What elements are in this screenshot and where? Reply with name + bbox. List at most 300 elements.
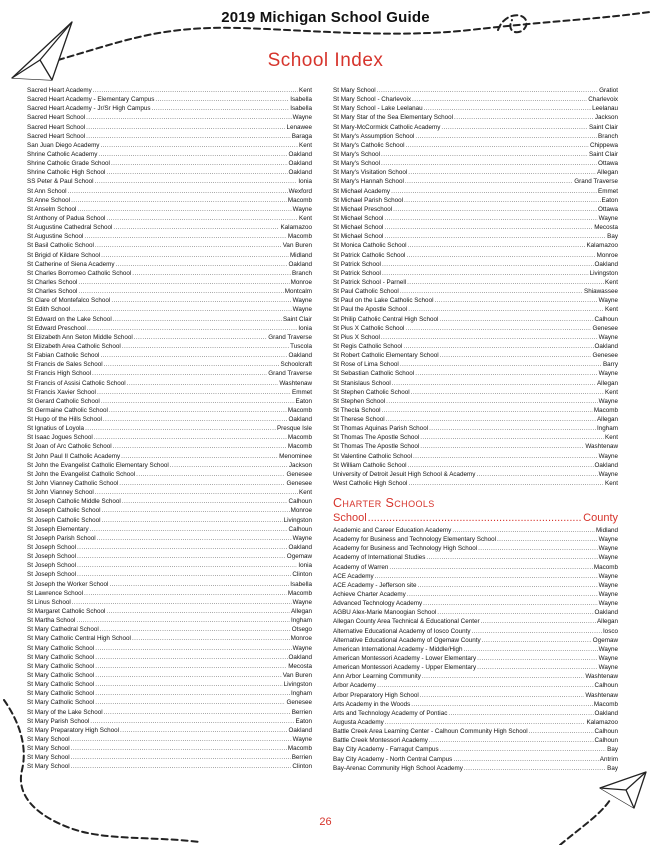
county-name: Kalamazoo: [586, 242, 618, 250]
school-name: Sacred Heart School: [27, 114, 86, 122]
school-name: St William Catholic School: [333, 461, 407, 469]
leader-dots: [86, 132, 291, 141]
school-name: St Joan of Arc Catholic School: [27, 443, 112, 451]
leader-dots: [95, 644, 291, 653]
county-name: Branch: [292, 269, 312, 277]
list-item: [27, 506, 312, 515]
school-name: St Mary Cathedral School: [27, 626, 99, 634]
county-name: Oakland: [594, 260, 618, 268]
county-name: Macomb: [287, 406, 312, 414]
list-item: [27, 708, 312, 717]
county-name: Clinton: [292, 763, 312, 771]
school-name: St John Paul II Catholic Academy: [27, 452, 121, 460]
list-item: [27, 415, 312, 424]
county-name: Monroe: [290, 507, 312, 515]
school-name: St Joseph School: [27, 553, 77, 561]
county-name: Macomb: [287, 589, 312, 597]
school-name: University of Detroit Jesuit High School & Academy: [333, 470, 476, 478]
list-item: [333, 535, 618, 544]
leader-dots: [384, 214, 597, 223]
leader-dots: [111, 296, 291, 305]
county-name: Washtenaw: [585, 673, 618, 681]
county-name: Genesee: [286, 699, 312, 707]
school-name: St Michael School: [333, 224, 384, 232]
leader-dots: [477, 663, 597, 672]
leader-dots: [116, 260, 288, 269]
school-name: Academy for Business and Technology High School: [333, 545, 478, 553]
school-name: St Charles School: [27, 278, 78, 286]
county-name: Monroe: [596, 251, 618, 259]
county-name: Barry: [602, 361, 618, 369]
county-name: Berrien: [291, 754, 312, 762]
list-item: [27, 497, 312, 506]
leader-dots: [472, 627, 602, 636]
county-name: Wayne: [598, 572, 618, 580]
county-name: Macomb: [287, 745, 312, 753]
school-name: Arbor Preparatory High School: [333, 691, 419, 699]
county-name: Ogemaw: [592, 636, 618, 644]
school-list-right: [333, 86, 618, 488]
leader-dots: [113, 315, 282, 324]
leader-dots: [408, 241, 586, 250]
list-item: [27, 570, 312, 579]
leader-dots: [100, 625, 291, 634]
list-item: [333, 581, 618, 590]
school-name: St Paul the Apostle School: [333, 306, 408, 314]
leader-dots: [412, 95, 587, 104]
county-name: Isabella: [290, 96, 312, 104]
county-name: Kent: [299, 214, 312, 222]
county-name: Wayne: [598, 581, 618, 589]
leader-dots: [377, 681, 593, 690]
school-name: St Thomas The Apostle School: [333, 434, 420, 442]
school-name: St Mary's Visitation School: [333, 169, 408, 177]
list-item: [333, 526, 618, 535]
leader-dots: [426, 553, 597, 562]
county-name: Wayne: [598, 664, 618, 672]
leader-dots: [384, 223, 593, 232]
county-name: Chippewa: [589, 141, 618, 149]
county-name: Ogemaw: [286, 553, 312, 561]
list-item: [27, 424, 312, 433]
list-item: [333, 608, 618, 617]
school-name: St Paul on the Lake Catholic School: [333, 297, 434, 305]
list-item: [333, 397, 618, 406]
school-name: St Michael School: [333, 233, 384, 241]
list-item: [27, 580, 312, 589]
county-name: Ionia: [298, 562, 312, 570]
list-item: [27, 388, 312, 397]
county-name: Saint Clair: [282, 315, 312, 323]
list-item: [333, 709, 618, 718]
leader-dots: [437, 608, 593, 617]
county-name: Genesee: [592, 324, 618, 332]
leader-dots: [71, 305, 292, 314]
county-name: Allegan: [596, 379, 618, 387]
county-name: Van Buren: [282, 242, 312, 250]
list-item: [333, 755, 618, 764]
school-name: SS Peter & Paul School: [27, 178, 94, 186]
leader-dots: [84, 589, 287, 598]
school-list-left: [27, 86, 312, 772]
school-name: St Joseph School: [27, 571, 77, 579]
school-name: St Mary School - Charlevoix: [333, 96, 412, 104]
leader-dots: [393, 205, 597, 214]
school-name: St Francis de Sales School: [27, 361, 103, 369]
list-item: [333, 177, 618, 186]
school-name: Sacred Heart Academy: [27, 87, 92, 94]
list-item: [27, 479, 312, 488]
leader-dots: [420, 442, 584, 451]
list-item: [333, 663, 618, 672]
list-item: [27, 552, 312, 561]
list-item: [27, 561, 312, 570]
list-item: [27, 762, 312, 771]
leader-dots: [102, 506, 290, 515]
list-item: [333, 745, 618, 754]
county-name: Wayne: [598, 333, 618, 341]
county-name: Oakland: [288, 260, 312, 268]
leader-dots: [84, 232, 286, 241]
leader-dots: [375, 572, 598, 581]
leader-dots: [97, 534, 292, 543]
school-name: St Martha School: [27, 617, 76, 625]
county-name: Genesee: [286, 470, 312, 478]
county-name: Jackson: [594, 114, 618, 122]
leader-dots: [407, 590, 598, 599]
leader-dots: [113, 223, 279, 232]
leader-dots: [95, 671, 282, 680]
leader-dots: [101, 251, 289, 260]
leader-dots: [482, 636, 592, 645]
leader-dots: [381, 150, 588, 159]
list-item: [27, 168, 312, 177]
list-item: [333, 360, 618, 369]
list-item: [333, 205, 618, 214]
leader-dots: [155, 95, 289, 104]
school-name: St Michael Parish School: [333, 196, 403, 204]
county-name: Washtenaw: [279, 379, 312, 387]
list-item: [27, 187, 312, 196]
list-item: [333, 636, 618, 645]
list-item: [333, 764, 618, 773]
school-name: St Mary School: [27, 745, 70, 753]
leader-dots: [408, 461, 594, 470]
list-item: [27, 634, 312, 643]
school-name: St Patrick School: [333, 269, 381, 277]
school-name: St Thomas The Apostle School: [333, 443, 420, 451]
school-name: AGBU Alex-Marie Manoogian School: [333, 609, 437, 617]
leader-dots: [100, 351, 287, 360]
list-item: [333, 141, 618, 150]
county-name: Ingham: [290, 690, 312, 698]
leader-dots: [448, 709, 593, 718]
leader-dots: [415, 132, 597, 141]
school-name: St Elizabeth Ann Seton Middle School: [27, 333, 133, 341]
leader-dots: [77, 552, 286, 561]
school-name: Achieve Charter Academy: [333, 590, 406, 598]
county-name: Wayne: [598, 214, 618, 222]
county-name: Oakland: [288, 352, 312, 360]
school-name: St Mary Catholic School: [27, 699, 95, 707]
list-item: [27, 461, 312, 470]
charter-column-header: [333, 512, 618, 524]
county-name: Eaton: [601, 196, 618, 204]
county-name: Berrien: [291, 708, 312, 716]
leader-dots: [95, 680, 282, 689]
list-item: [333, 168, 618, 177]
list-item: [27, 442, 312, 451]
school-name: St Mary of the Lake School: [27, 708, 103, 716]
county-name: Oakland: [288, 653, 312, 661]
county-name: Montcalm: [284, 288, 312, 296]
leader-dots: [122, 497, 288, 506]
list-item: [333, 470, 618, 479]
leader-dots: [170, 461, 288, 470]
list-item: [27, 342, 312, 351]
school-name: St Mary School: [27, 754, 70, 762]
list-item: [333, 406, 618, 415]
list-item: [333, 442, 618, 451]
county-name: Allegan: [596, 169, 618, 177]
school-name: Bay City Academy - North Central Campus: [333, 755, 453, 763]
leader-dots: [103, 415, 288, 424]
leader-dots: [95, 662, 287, 671]
leader-dots: [100, 141, 298, 150]
list-item: [27, 150, 312, 159]
school-name: St Robert Catholic Elementary School: [333, 352, 439, 360]
leader-dots: [386, 415, 596, 424]
list-item: [333, 379, 618, 388]
list-item: [333, 287, 618, 296]
county-name: Grand Traverse: [268, 333, 312, 341]
county-name: Mecosta: [594, 224, 618, 232]
leader-dots: [94, 433, 287, 442]
list-item: [27, 223, 312, 232]
leader-dots: [95, 653, 287, 662]
school-name: St Ann School: [27, 187, 67, 195]
school-name: Alternative Educational Academy of Ogemaw County: [333, 636, 481, 644]
leader-dots: [481, 617, 596, 626]
list-item: [333, 617, 618, 626]
county-column-label: County: [583, 512, 618, 524]
leader-dots: [439, 315, 593, 324]
leader-dots: [384, 232, 606, 241]
list-item: [27, 598, 312, 607]
list-item: [27, 360, 312, 369]
list-item: [333, 150, 618, 159]
leader-dots: [368, 512, 583, 524]
school-name: St Mary School: [27, 763, 70, 771]
list-item: [333, 315, 618, 324]
leader-dots: [104, 360, 280, 369]
county-name: Gratiot: [599, 87, 618, 94]
leader-dots: [95, 698, 285, 707]
school-name: St Francis Xavier School: [27, 388, 96, 396]
list-item: [333, 388, 618, 397]
school-name: St Mary Catholic School: [27, 644, 95, 652]
school-name: St Fabian Catholic School: [27, 352, 100, 360]
list-item: [27, 251, 312, 260]
school-name: Arbor Academy: [333, 682, 377, 690]
school-name: St Mary Parish School: [27, 717, 90, 725]
school-name: St Mary's Hannah School: [333, 178, 404, 186]
county-name: Bay: [607, 746, 618, 754]
list-item: [27, 333, 312, 342]
school-name: St Regis Catholic School: [333, 342, 403, 350]
county-name: Oakland: [288, 416, 312, 424]
school-name: St Germaine Catholic School: [27, 406, 108, 414]
county-name: Calhoun: [594, 737, 618, 745]
leader-dots: [95, 689, 290, 698]
list-item: [333, 681, 618, 690]
list-item: [333, 461, 618, 470]
leader-dots: [72, 598, 292, 607]
county-name: Wayne: [598, 470, 618, 478]
school-name: Shrine Catholic Grade School: [27, 160, 110, 168]
leader-dots: [464, 764, 606, 773]
list-item: [333, 251, 618, 260]
leader-dots: [420, 691, 585, 700]
leader-dots: [106, 214, 298, 223]
leader-dots: [95, 177, 298, 186]
leader-dots: [478, 544, 598, 553]
leader-dots: [382, 260, 594, 269]
school-name: St Michael School: [333, 214, 384, 222]
leader-dots: [452, 526, 595, 535]
county-name: Calhoun: [594, 682, 618, 690]
list-item: [333, 214, 618, 223]
school-name: Battle Creek Area Learning Center - Calhoun Community High School: [333, 728, 528, 736]
county-name: Branch: [598, 132, 618, 140]
leader-dots: [408, 305, 604, 314]
list-item: [27, 525, 312, 534]
school-name: St Clare of Montefalco School: [27, 297, 111, 305]
county-name: Kent: [299, 87, 312, 94]
leader-dots: [408, 168, 596, 177]
list-item: [333, 479, 618, 488]
school-name: St Edward Preschool: [27, 324, 86, 332]
county-name: Van Buren: [282, 672, 312, 679]
county-name: Menominee: [279, 452, 312, 460]
county-name: Grand Traverse: [268, 370, 312, 378]
leader-dots: [77, 570, 291, 579]
school-name: St Mary Catholic School: [27, 690, 95, 698]
school-name: St Mary Catholic School: [27, 681, 95, 689]
county-name: Wayne: [292, 205, 312, 213]
list-item: [27, 141, 312, 150]
list-item: [27, 104, 312, 113]
leader-dots: [111, 159, 288, 168]
list-item: [333, 232, 618, 241]
school-name: St Mary Preparatory High School: [27, 726, 120, 734]
list-item: [333, 159, 618, 168]
county-name: Genesee: [592, 352, 618, 360]
leader-dots: [422, 672, 584, 681]
leader-dots: [152, 104, 290, 113]
county-name: Macomb: [593, 700, 618, 708]
list-item: [27, 177, 312, 186]
list-item: [333, 95, 618, 104]
county-name: Livingston: [589, 269, 618, 277]
list-item: [27, 205, 312, 214]
school-name: St Mary Star of the Sea Elementary School: [333, 114, 454, 122]
school-name: Arts and Technology Academy of Pontiac: [333, 709, 448, 717]
county-name: Wayne: [598, 654, 618, 662]
leader-dots: [77, 205, 291, 214]
leader-dots: [134, 333, 268, 342]
leader-dots: [98, 150, 287, 159]
list-item: [333, 627, 618, 636]
school-name: St Linus School: [27, 598, 71, 606]
school-name: Shrine Catholic Academy: [27, 150, 98, 158]
list-item: [333, 590, 618, 599]
school-name: St Ignatius of Loyola: [27, 425, 85, 433]
list-item: [333, 433, 618, 442]
list-item: [27, 653, 312, 662]
county-name: Oakland: [288, 544, 312, 552]
school-name: St Basil Catholic School: [27, 242, 94, 250]
list-item: [333, 700, 618, 709]
leader-dots: [464, 645, 598, 654]
school-name: St Augustine School: [27, 233, 84, 241]
leader-dots: [113, 442, 287, 451]
county-name: Washtenaw: [585, 691, 618, 699]
leader-dots: [404, 196, 601, 205]
school-name: Shrine Catholic High School: [27, 169, 106, 177]
county-name: Livingston: [283, 681, 312, 689]
school-name: St Mary's Assumption School: [333, 132, 415, 140]
county-name: Leelanau: [592, 105, 618, 113]
school-name: St Anselm School: [27, 205, 77, 213]
leader-dots: [119, 479, 285, 488]
school-name: St Mary Catholic School: [27, 653, 95, 661]
county-name: Kent: [605, 306, 618, 314]
list-item: [27, 241, 312, 250]
county-name: Midland: [289, 251, 312, 259]
list-item: [27, 689, 312, 698]
leader-dots: [132, 634, 290, 643]
school-name: St Edward on the Lake School: [27, 315, 112, 323]
list-item: [333, 342, 618, 351]
county-name: Calhoun: [594, 315, 618, 323]
county-name: Oakland: [288, 150, 312, 158]
school-name: St John Vianney Catholic School: [27, 480, 119, 488]
county-name: Kalamazoo: [280, 224, 312, 232]
leader-dots: [71, 762, 292, 771]
school-name: St Hugo of the Hills School: [27, 416, 102, 424]
county-name: Livingston: [283, 516, 312, 524]
county-name: Macomb: [287, 196, 312, 204]
list-item: [333, 351, 618, 360]
county-name: Wayne: [598, 645, 618, 653]
leader-dots: [76, 616, 290, 625]
school-name: Ann Arbor Learning Community: [333, 673, 421, 681]
county-name: Wayne: [292, 297, 312, 305]
school-name: St Stephen School: [333, 397, 386, 405]
school-name: St Charles School: [27, 288, 78, 296]
school-name: St Monica Catholic School: [333, 242, 407, 250]
school-name: St Mary School - Lake Leelanau: [333, 105, 423, 113]
school-name: St Mary School: [27, 735, 70, 743]
school-name: St John the Evangelist Catholic School: [27, 470, 136, 478]
school-name: St Thecla School: [333, 406, 381, 414]
county-name: Wayne: [292, 306, 312, 314]
school-name: Allegan County Area Technical & Educational Center: [333, 618, 480, 626]
school-name: St Joseph Parish School: [27, 534, 96, 542]
leader-dots: [106, 168, 287, 177]
list-item: [27, 616, 312, 625]
